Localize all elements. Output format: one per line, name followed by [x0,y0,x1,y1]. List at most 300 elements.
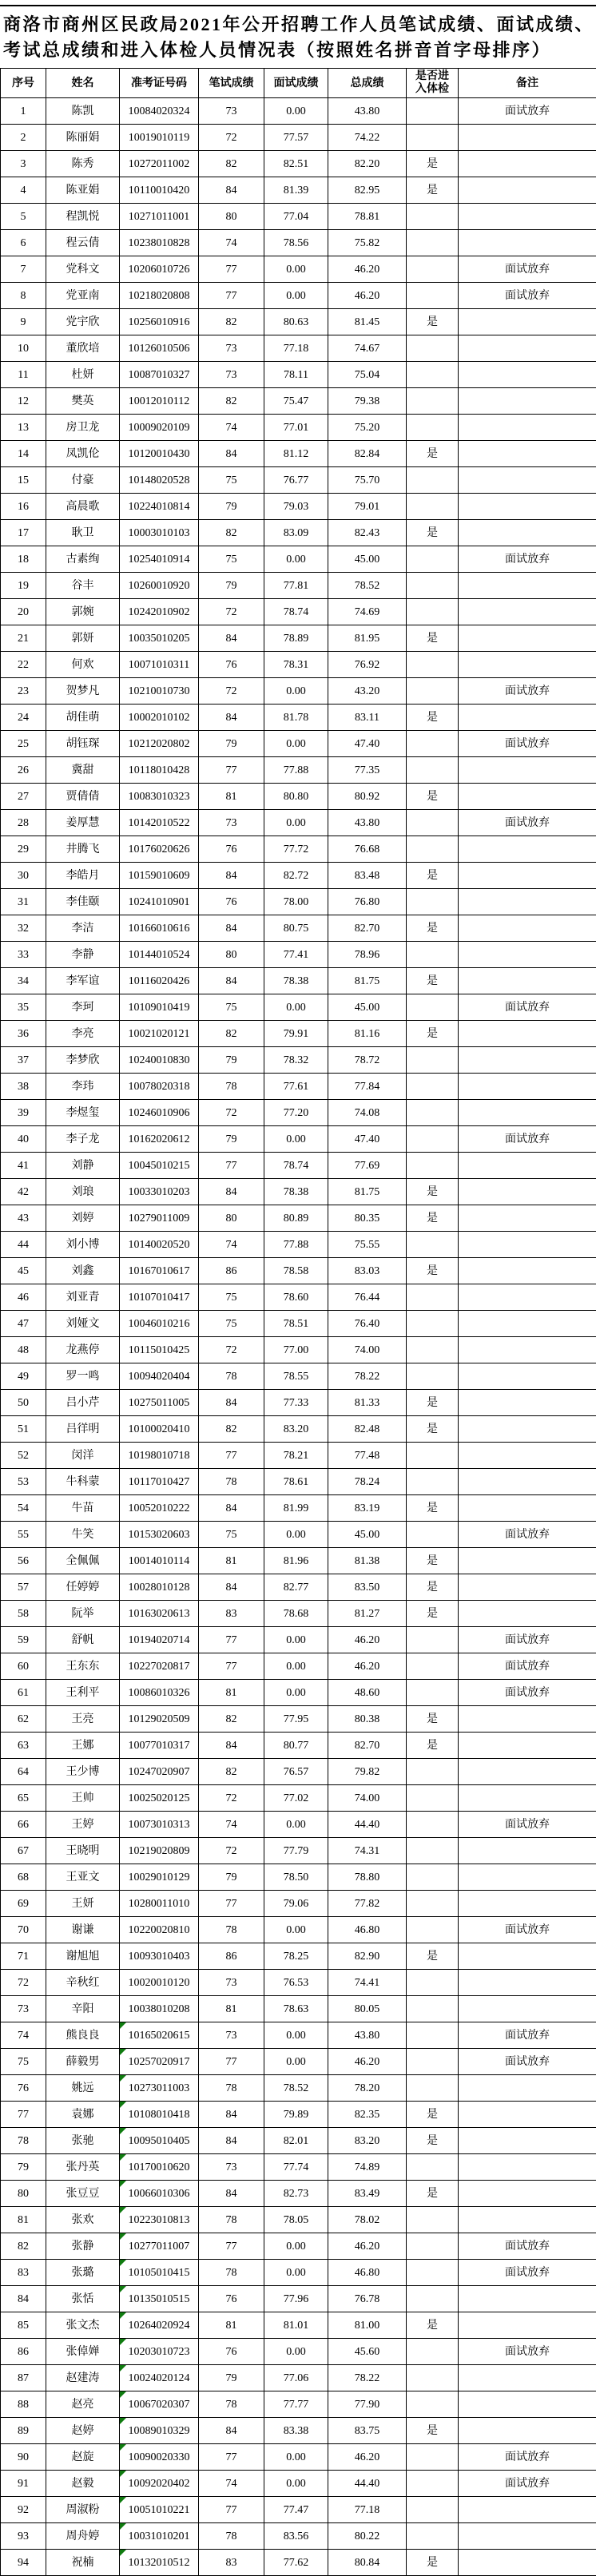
cell-remark [459,1864,596,1891]
cell-written-score: 75 [199,1284,264,1311]
cell-index: 38 [1,1074,46,1100]
cell-medical-check: 是 [407,968,459,994]
cell-total-score: 75.20 [328,415,407,441]
cell-index: 13 [1,415,46,441]
cell-medical-check [407,1522,459,1548]
cell-written-score: 77 [199,757,264,784]
cell-interview-score: 77.41 [264,942,328,968]
cell-interview-score: 77.57 [264,125,328,151]
cell-name: 王帅 [46,1785,120,1812]
table-row [1,2049,596,2075]
table-row [1,151,596,177]
cell-name: 刘婷 [46,1205,120,1232]
cell-remark [459,757,596,784]
cell-index: 84 [1,2286,46,2312]
cell-index: 11 [1,362,46,388]
cell-index: 86 [1,2339,46,2365]
cell-exam-id: 10120010430 [120,441,199,467]
cell-index: 36 [1,1021,46,1047]
cell-remark [459,362,596,388]
cell-interview-score: 76.57 [264,1759,328,1785]
cell-exam-id: 10272011002 [120,151,199,177]
excel-green-triangle-marker [120,2075,126,2082]
cell-exam-id: 10110010420 [120,177,199,204]
cell-exam-id: 10020010120 [120,1970,199,1996]
cell-total-score: 80.84 [328,2550,407,2576]
cell-written-score: 73 [199,2022,264,2049]
cell-remark [459,2391,596,2418]
cell-total-score: 81.75 [328,968,407,994]
cell-name: 牛笑 [46,1522,120,1548]
cell-index: 42 [1,1179,46,1205]
cell-written-score: 82 [199,1706,264,1733]
cell-remark [459,863,596,889]
cell-medical-check [407,2391,459,2418]
cell-total-score: 80.92 [328,784,407,810]
cell-remark [459,1416,596,1443]
cell-index: 10 [1,335,46,362]
medical-check-header-label: 是否进入体检 [415,70,449,96]
cell-name: 董欣培 [46,335,120,362]
cell-remark [459,1943,596,1970]
table-row [1,731,596,757]
cell-name: 王亮 [46,1706,120,1733]
cell-interview-score: 81.96 [264,1548,328,1574]
cell-name: 周淑粉 [46,2497,120,2523]
cell-medical-check [407,810,459,836]
cell-exam-id: 10254010914 [120,546,199,573]
cell-exam-id: 10142010522 [120,810,199,836]
cell-exam-id: 10227020817 [120,1653,199,1680]
cell-exam-id: 10046010216 [120,1311,199,1337]
cell-medical-check [407,467,459,494]
cell-written-score: 74 [199,230,264,256]
cell-remark: 面试放弃 [459,1522,596,1548]
cell-total-score: 44.40 [328,1812,407,1838]
cell-medical-check [407,1970,459,1996]
cell-written-score: 73 [199,362,264,388]
cell-total-score: 77.35 [328,757,407,784]
table-row [1,1706,596,1733]
cell-index: 5 [1,204,46,230]
cell-written-score: 82 [199,1416,264,1443]
cell-total-score: 83.11 [328,705,407,731]
cell-interview-score: 0.00 [264,2444,328,2471]
cell-total-score: 78.52 [328,573,407,599]
cell-interview-score: 78.61 [264,1469,328,1495]
table-row [1,98,596,125]
cell-exam-id: 10242010902 [120,599,199,625]
excel-green-triangle-marker [120,2022,126,2029]
cell-medical-check [407,2286,459,2312]
cell-interview-score: 82.77 [264,1574,328,1601]
cell-written-score: 73 [199,1970,264,1996]
table-row [1,1179,596,1205]
cell-written-score: 78 [199,2391,264,2418]
cell-name: 樊英 [46,388,120,415]
cell-written-score: 80 [199,942,264,968]
cell-total-score: 46.20 [328,1653,407,1680]
table-row [1,546,596,573]
cell-written-score: 77 [199,283,264,309]
cell-interview-score: 0.00 [264,1680,328,1706]
cell-name: 辛阳 [46,1996,120,2022]
cell-written-score: 84 [199,625,264,652]
cell-index: 8 [1,283,46,309]
cell-index: 28 [1,810,46,836]
cell-remark [459,1047,596,1074]
cell-remark [459,1970,596,1996]
cell-exam-id: 10167010617 [120,1258,199,1284]
cell-index: 54 [1,1495,46,1522]
cell-written-score: 81 [199,784,264,810]
cell-name: 王利平 [46,1680,120,1706]
cell-index: 58 [1,1601,46,1627]
cell-index: 30 [1,863,46,889]
cell-written-score: 74 [199,2471,264,2497]
cell-index: 88 [1,2391,46,2418]
cell-index: 17 [1,520,46,546]
cell-name: 陈凯 [46,98,120,125]
cell-name: 凤凯伦 [46,441,120,467]
cell-index: 6 [1,230,46,256]
table-row [1,177,596,204]
cell-medical-check [407,2207,459,2233]
table-row [1,2075,596,2102]
cell-interview-score: 77.00 [264,1337,328,1363]
cell-exam-id: 10092020402 [120,2471,199,2497]
table-row [1,836,596,863]
cell-written-score: 82 [199,1021,264,1047]
cell-exam-id: 10109010419 [120,994,199,1021]
cell-medical-check [407,1917,459,1943]
cell-medical-check: 是 [407,1548,459,1574]
table-row [1,2523,596,2550]
cell-written-score: 83 [199,1601,264,1627]
cell-medical-check [407,204,459,230]
cell-written-score: 84 [199,2102,264,2128]
table-row [1,2312,596,2339]
cell-exam-id: 10126010506 [120,335,199,362]
table-row [1,441,596,467]
cell-total-score: 77.82 [328,1891,407,1917]
cell-exam-id: 10116020426 [120,968,199,994]
cell-name: 王少博 [46,1759,120,1785]
cell-interview-score: 83.56 [264,2523,328,2550]
cell-interview-score: 78.56 [264,230,328,256]
cell-total-score: 45.00 [328,1522,407,1548]
cell-remark [459,467,596,494]
cell-medical-check [407,2444,459,2471]
cell-index: 74 [1,2022,46,2049]
cell-written-score: 79 [199,494,264,520]
cell-index: 32 [1,915,46,942]
cell-name: 李珂 [46,994,120,1021]
cell-exam-id: 10260010920 [120,573,199,599]
cell-interview-score: 0.00 [264,2260,328,2286]
table-row [1,388,596,415]
cell-exam-id: 10247020907 [120,1759,199,1785]
cell-remark [459,520,596,546]
cell-total-score: 78.20 [328,2075,407,2102]
document-sheet [0,5,596,2576]
cell-remark [459,1759,596,1785]
cell-exam-id: 10067020307 [120,2391,199,2418]
cell-exam-id: 10162020612 [120,1126,199,1153]
cell-interview-score: 78.31 [264,652,328,678]
cell-total-score: 82.48 [328,1416,407,1443]
cell-interview-score: 78.50 [264,1864,328,1891]
cell-index: 1 [1,98,46,125]
cell-interview-score: 80.75 [264,915,328,942]
cell-interview-score: 0.00 [264,1917,328,1943]
cell-total-score: 78.80 [328,1864,407,1891]
cell-interview-score: 77.04 [264,204,328,230]
excel-green-triangle-marker [120,2154,126,2161]
cell-remark [459,2312,596,2339]
table-row [1,1838,596,1864]
cell-medical-check [407,1100,459,1126]
cell-written-score: 81 [199,1680,264,1706]
cell-index: 44 [1,1232,46,1258]
cell-remark: 面试放弃 [459,256,596,283]
cell-name: 任婷婷 [46,1574,120,1601]
cell-total-score: 78.96 [328,942,407,968]
cell-remark [459,2075,596,2102]
cell-interview-score: 77.88 [264,1232,328,1258]
cell-medical-check: 是 [407,1021,459,1047]
cell-index: 18 [1,546,46,573]
cell-interview-score: 0.00 [264,2022,328,2049]
cell-exam-id: 10095010405 [120,2128,199,2154]
cell-name: 陈亚娟 [46,177,120,204]
cell-total-score: 45.00 [328,546,407,573]
cell-written-score: 81 [199,2312,264,2339]
cell-total-score: 74.08 [328,1100,407,1126]
cell-name: 郭妍 [46,625,120,652]
cell-medical-check [407,757,459,784]
cell-written-score: 82 [199,520,264,546]
cell-medical-check: 是 [407,1574,459,1601]
cell-interview-score: 77.62 [264,2550,328,2576]
cell-written-score: 73 [199,810,264,836]
cell-total-score: 81.95 [328,625,407,652]
cell-total-score: 81.38 [328,1548,407,1574]
cell-index: 72 [1,1970,46,1996]
cell-written-score: 76 [199,836,264,863]
excel-green-triangle-marker [120,2471,126,2477]
cell-exam-id: 10241010901 [120,889,199,915]
cell-interview-score: 78.68 [264,1601,328,1627]
cell-medical-check [407,573,459,599]
cell-interview-score: 77.47 [264,2497,328,2523]
cell-name: 牛科蒙 [46,1469,120,1495]
cell-index: 87 [1,2365,46,2391]
cell-name: 刘亚青 [46,1284,120,1311]
cell-total-score: 82.43 [328,520,407,546]
table-row [1,573,596,599]
cell-written-score: 84 [199,968,264,994]
cell-exam-id: 10084020324 [120,98,199,125]
cell-total-score: 76.68 [328,836,407,863]
cell-remark [459,2497,596,2523]
cell-remark [459,204,596,230]
excel-green-triangle-marker [120,2444,126,2451]
table-row [1,1416,596,1443]
table-row [1,1812,596,1838]
cell-medical-check: 是 [407,1943,459,1970]
table-row [1,1390,596,1416]
excel-green-triangle-marker [120,2497,126,2503]
cell-written-score: 84 [199,1390,264,1416]
cell-interview-score: 77.33 [264,1390,328,1416]
cell-name: 谢谦 [46,1917,120,1943]
cell-remark [459,1232,596,1258]
cell-remark: 面试放弃 [459,678,596,705]
cell-medical-check [407,1812,459,1838]
cell-written-score: 78 [199,2207,264,2233]
cell-interview-score: 78.55 [264,1363,328,1390]
cell-exam-id: 10271011001 [120,204,199,230]
cell-index: 55 [1,1522,46,1548]
cell-exam-id: 10077010317 [120,1733,199,1759]
cell-name: 赵旋 [46,2444,120,2471]
cell-remark [459,2418,596,2444]
cell-interview-score: 77.79 [264,1838,328,1864]
cell-written-score: 72 [199,1838,264,1864]
table-row [1,2444,596,2471]
cell-total-score: 43.80 [328,2022,407,2049]
cell-index: 62 [1,1706,46,1733]
cell-name: 贺梦凡 [46,678,120,705]
cell-written-score: 82 [199,151,264,177]
table-row [1,2022,596,2049]
cell-total-score: 46.20 [328,2049,407,2075]
cell-medical-check: 是 [407,2102,459,2128]
table-row [1,625,596,652]
cell-index: 92 [1,2497,46,2523]
cell-exam-id: 10153020603 [120,1522,199,1548]
cell-interview-score: 0.00 [264,283,328,309]
cell-medical-check: 是 [407,1495,459,1522]
table-row [1,1153,596,1179]
title-block [0,5,596,68]
cell-interview-score: 80.89 [264,1205,328,1232]
table-row [1,283,596,309]
cell-name: 张豆豆 [46,2181,120,2207]
cell-medical-check [407,1311,459,1337]
cell-index: 52 [1,1443,46,1469]
cell-remark: 面试放弃 [459,2444,596,2471]
cell-name: 阮举 [46,1601,120,1627]
cell-total-score: 74.89 [328,2154,407,2181]
cell-exam-id: 10203010723 [120,2339,199,2365]
cell-total-score: 78.22 [328,1363,407,1390]
cell-exam-id: 10078020318 [120,1074,199,1100]
cell-exam-id: 10246010906 [120,1100,199,1126]
cell-name: 周舟婷 [46,2523,120,2550]
table-row [1,1891,596,1917]
cell-total-score: 74.22 [328,125,407,151]
cell-interview-score: 0.00 [264,1126,328,1153]
cell-written-score: 84 [199,705,264,731]
table-row [1,1363,596,1390]
cell-index: 66 [1,1812,46,1838]
cell-interview-score: 0.00 [264,2049,328,2075]
cell-name: 辛秋红 [46,1970,120,1996]
cell-remark [459,1021,596,1047]
cell-written-score: 72 [199,1100,264,1126]
cell-name: 赵毅 [46,2471,120,2497]
cell-exam-id: 10163020613 [120,1601,199,1627]
table-row [1,942,596,968]
cell-written-score: 75 [199,994,264,1021]
cell-medical-check [407,1126,459,1153]
cell-name: 龙燕停 [46,1337,120,1363]
cell-name: 谷丰 [46,573,120,599]
table-row [1,309,596,335]
cell-exam-id: 10083010323 [120,784,199,810]
cell-name: 袁娜 [46,2102,120,2128]
cell-name: 张文杰 [46,2312,120,2339]
table-row [1,1258,596,1284]
cell-remark: 面试放弃 [459,2471,596,2497]
cell-written-score: 77 [199,2497,264,2523]
cell-total-score: 74.31 [328,1838,407,1864]
cell-total-score: 82.70 [328,1733,407,1759]
cell-index: 79 [1,2154,46,2181]
table-row [1,256,596,283]
excel-green-triangle-marker [120,2128,126,2134]
cell-interview-score: 77.18 [264,335,328,362]
cell-remark [459,2102,596,2128]
cell-name: 程云倩 [46,230,120,256]
table-row [1,204,596,230]
cell-remark: 面试放弃 [459,2260,596,2286]
cell-medical-check [407,2154,459,2181]
cell-name: 李静 [46,942,120,968]
cell-total-score: 78.72 [328,1047,407,1074]
col-header-index: 序号 [1,69,46,98]
cell-medical-check [407,494,459,520]
cell-index: 65 [1,1785,46,1812]
cell-name: 张恬 [46,2286,120,2312]
cell-interview-score: 78.74 [264,599,328,625]
cell-name: 杜妍 [46,362,120,388]
cell-medical-check [407,1680,459,1706]
cell-exam-id: 10089010329 [120,2418,199,2444]
cell-index: 3 [1,151,46,177]
cell-name: 王亚文 [46,1864,120,1891]
cell-name: 党科文 [46,256,120,283]
cell-written-score: 80 [199,1205,264,1232]
cell-written-score: 72 [199,125,264,151]
cell-total-score: 78.02 [328,2207,407,2233]
table-row [1,784,596,810]
cell-remark [459,335,596,362]
cell-total-score: 82.70 [328,915,407,942]
cell-exam-id: 10090020330 [120,2444,199,2471]
cell-interview-score: 78.21 [264,1443,328,1469]
cell-total-score: 48.60 [328,1680,407,1706]
excel-green-triangle-marker [120,2550,126,2556]
cell-exam-id: 10220020810 [120,1917,199,1943]
cell-exam-id: 10159010609 [120,863,199,889]
cell-index: 21 [1,625,46,652]
cell-interview-score: 82.51 [264,151,328,177]
cell-interview-score: 78.74 [264,1153,328,1179]
cell-medical-check: 是 [407,2128,459,2154]
